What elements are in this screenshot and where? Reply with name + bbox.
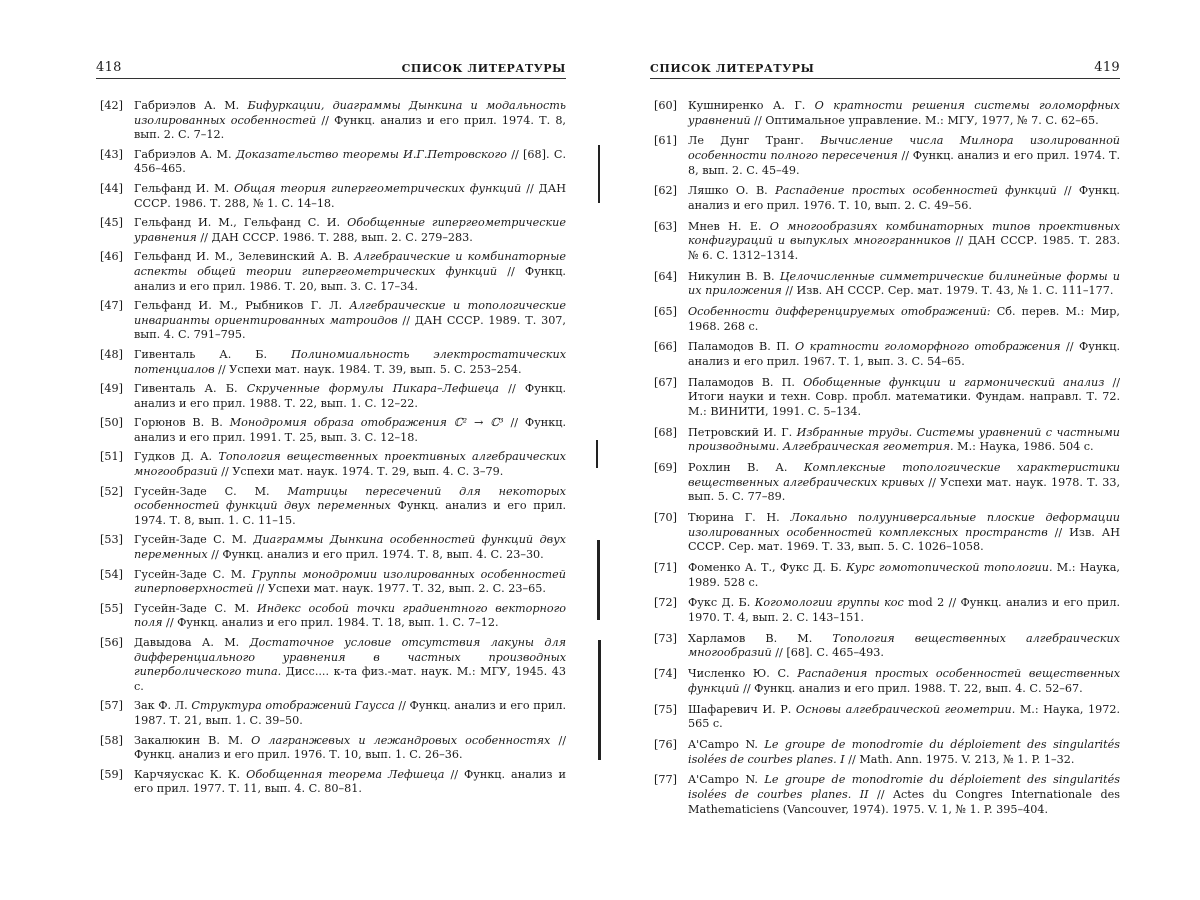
- reference-number: [45]: [100, 216, 123, 230]
- reference-number: [49]: [100, 382, 123, 396]
- reference-author: Закалюкин В. М.: [134, 733, 243, 747]
- reference-source: // Функц. анализ и его прил. 1967. Т. 1, вып. 3. С. 54–65.: [688, 340, 1121, 369]
- reference-title: Le groupe de monodromie du déploiement des singularités isolées de courbes planes. II: [688, 773, 1120, 801]
- reference-author: Гудков Д. А.: [134, 450, 213, 464]
- reference-source: // Функц. анализ и его прил. 1976. Т. 10, вып. 1. С. 26–36.: [134, 733, 566, 762]
- running-title: СПИСОК ЛИТЕРАТУРЫ: [650, 62, 815, 75]
- reference-title: Достаточное условие отсутствия лакуны для дифференциального уравнения в частных производных гиперболического типа.: [134, 636, 566, 679]
- reference-title: Вычисление числа Милнора изолированной особенности полного пересечения: [688, 134, 1121, 162]
- reference-author: Зак Ф. Л.: [134, 699, 188, 713]
- reference-entry: [96, 768, 566, 797]
- reference-source: // Успехи мат. наук. 1978. Т. 33, вып. 5. С. 77–89.: [688, 475, 1120, 504]
- reference-author: Паламодов В. П.: [688, 340, 790, 354]
- reference-entry: [650, 561, 1120, 590]
- reference-number: [65]: [654, 305, 677, 319]
- reference-number: [55]: [100, 601, 123, 615]
- reference-source: // Функц. анализ и его прил. 1988. Т. 22, вып. 1. С. 12–22.: [134, 382, 566, 410]
- reference-author: Численко Ю. С.: [688, 667, 790, 681]
- reference-source: // Функц. анализ и его прил. 1974. Т. 8, вып. 2. С. 7–12.: [134, 113, 566, 142]
- reference-title: Курс гомотопической топологии.: [846, 561, 1053, 575]
- reference-author: Гивенталь А. Б.: [134, 347, 268, 361]
- reference-entry: [650, 270, 1120, 299]
- reference-number: [63]: [654, 219, 677, 233]
- reference-entry: [650, 134, 1120, 178]
- reference-number: [58]: [100, 733, 123, 747]
- reference-author: Гусейн-Заде С. М.: [134, 484, 270, 498]
- reference-entry: [96, 699, 566, 728]
- reference-number: [51]: [100, 450, 123, 464]
- reference-title: Диаграммы Дынкина особенностей функций двух переменных: [134, 533, 566, 562]
- reference-title: Группы монодромии изолированных особенностей гиперповерхностей: [134, 567, 566, 596]
- reference-author: Гусейн-Заде С. М.: [134, 533, 247, 547]
- reference-number: [43]: [100, 147, 123, 161]
- reference-entry: [96, 485, 566, 529]
- reference-title: Индекс особой точки градиентного векторного поля: [134, 601, 567, 630]
- reference-author: Давыдова А. М.: [134, 636, 240, 649]
- reference-number: [53]: [100, 533, 123, 547]
- reference-entry: [96, 450, 566, 479]
- reference-title: Комплексные топологические характеристики вещественных алгебраических кривых: [688, 461, 1121, 489]
- reference-source: // Функц. анализ и его прил. 1974. Т. 8, вып. 2. С. 45–49.: [688, 148, 1121, 177]
- reference-entry: [650, 703, 1120, 732]
- reference-number: [47]: [100, 299, 123, 313]
- page-number: 418: [96, 60, 122, 75]
- reference-title: Доказательство теоремы И.Г.Петровского: [235, 147, 507, 161]
- reference-entry: [96, 568, 566, 597]
- reference-title: Когомологии группы кос: [754, 596, 904, 610]
- reference-author: Гусейн-Заде С. М.: [134, 601, 250, 615]
- reference-number: [56]: [100, 636, 123, 649]
- reference-source: Сб. перев. М.: Мир, 1968. 268 с.: [688, 305, 1120, 333]
- reference-entry: [650, 426, 1120, 455]
- reference-list-left: [96, 99, 566, 797]
- reference-author: Гивенталь А. Б.: [134, 382, 238, 396]
- reference-title: Распадения простых особенностей вещественных функций: [688, 667, 1121, 695]
- reference-author: Гельфанд И. М., Зелевинский А. В.: [134, 250, 349, 264]
- reference-title: Локально полууниверсальные плоские деформации изолированных особенностей комплексных пространств: [688, 511, 1120, 539]
- reference-title: Матрицы пересечений для некоторых особенностей функций двух переменных: [134, 484, 566, 513]
- reference-author: Харламов В. М.: [688, 631, 813, 645]
- reference-title: Обобщенные функции и гармонический анализ: [803, 375, 1105, 389]
- page-right: [650, 58, 1120, 823]
- reference-author: A'Campo N.: [688, 737, 758, 751]
- reference-entry: [96, 734, 566, 763]
- reference-number: [57]: [100, 699, 123, 713]
- reference-number: [71]: [654, 561, 677, 575]
- reference-source: // ДАН СССР. 1985. Т. 283. № 6. С. 1312–1314.: [688, 234, 1121, 262]
- reference-number: [61]: [654, 134, 677, 148]
- reference-title: Алгебраические и топологические инварианты ориентированных матроидов: [134, 299, 566, 327]
- reference-entry: [650, 738, 1120, 767]
- reference-entry: [650, 305, 1120, 334]
- scan-artifact: [596, 440, 598, 468]
- reference-title: О кратности голоморфного отображения: [794, 340, 1061, 354]
- reference-entry: [650, 461, 1120, 505]
- reference-author: Гельфанд И. М.: [134, 181, 230, 195]
- reference-source: // Функц. анализ и его прил. 1977. Т. 11, вып. 4. С. 80–81.: [134, 767, 566, 796]
- reference-author: Гельфанд И. М., Рыбников Г. Л.: [134, 299, 343, 313]
- reference-entry: [96, 216, 566, 245]
- reference-author: Карчяускас К. К.: [134, 767, 241, 781]
- reference-title: О кратности решения системы голоморфных уравнений: [688, 99, 1120, 127]
- reference-author: A'Campo N.: [688, 773, 758, 787]
- reference-entry: [650, 773, 1120, 817]
- reference-author: Гусейн-Заде С. М.: [134, 567, 246, 581]
- reference-entry: [650, 376, 1120, 420]
- reference-title: Бифуркации, диаграммы Дынкина и модальность изолированных особенностей: [134, 99, 566, 127]
- reference-title: Обобщенная теорема Лефшеца: [246, 767, 445, 781]
- reference-number: [74]: [654, 667, 677, 681]
- running-title: СПИСОК ЛИТЕРАТУРЫ: [401, 62, 566, 75]
- reference-source: Функц. анализ и его прил. 1974. Т. 8, вып. 1. С. 11–15.: [134, 499, 566, 527]
- reference-author: Тюрина Г. Н.: [688, 511, 780, 525]
- reference-source: // Math. Ann. 1975. V. 213, № 1. P. 1–32.: [848, 752, 1075, 766]
- reference-number: [42]: [100, 99, 123, 112]
- reference-source: // Actes du Congres Internationale des Mathematiciens (Vancouver, 1974). 1975. V. 1, № 1. P. 395–404.: [688, 787, 1120, 816]
- reference-entry: [650, 511, 1120, 555]
- reference-number: [66]: [654, 340, 677, 354]
- reference-title: Особенности дифференцируемых отображений:: [688, 305, 991, 319]
- scan-artifact: [598, 640, 601, 760]
- scan-artifact: [597, 540, 600, 620]
- reference-number: [48]: [100, 347, 123, 361]
- reference-number: [70]: [654, 511, 677, 525]
- reference-source: Дисс.... к-та физ.-мат. наук. М.: МГУ, 1945. 43 с.: [134, 665, 567, 693]
- reference-source: // ДАН СССР. 1986. Т. 288, вып. 2. С. 279–283.: [200, 230, 473, 244]
- reference-source: // Оптимальное управление. М.: МГУ, 1977, № 7. С. 62–65.: [754, 113, 1099, 127]
- page-header-left: [96, 58, 566, 79]
- reference-entry: [96, 182, 566, 211]
- reference-author: Фукс Д. Б.: [688, 596, 751, 610]
- reference-source: mod 2 // Функц. анализ и его прил. 1970. Т. 4, вып. 2. С. 143–151.: [688, 596, 1121, 625]
- reference-source: // Успехи мат. наук. 1974. Т. 29, вып. 4. С. 3–79.: [221, 465, 504, 479]
- reference-title: Алгебраические и комбинаторные аспекты общей теории гипергеометрических функций: [134, 250, 566, 278]
- reference-entry: [650, 99, 1120, 128]
- reference-author: Паламодов В. П.: [688, 375, 795, 389]
- reference-number: [73]: [654, 631, 677, 645]
- reference-entry: [96, 533, 566, 562]
- reference-author: Габриэлов А. М.: [134, 99, 240, 112]
- reference-source: // Функц. анализ и его прил. 1988. Т. 22, вып. 4. С. 52–67.: [743, 681, 1083, 695]
- reference-number: [75]: [654, 702, 677, 716]
- reference-title: Скрученные формулы Пикара–Лефшеца: [246, 382, 499, 396]
- reference-source: // Изв. АН СССР. Сер. мат. 1979. Т. 43, № 1. С. 111–177.: [785, 284, 1114, 298]
- reference-entry: [96, 299, 566, 343]
- reference-author: Гельфанд И. М., Гельфанд С. И.: [134, 216, 341, 230]
- reference-title: Общая теория гипергеометрических функций: [234, 181, 522, 195]
- reference-source: // Успехи мат. наук. 1977. Т. 32, вып. 2. С. 23–65.: [256, 582, 546, 596]
- reference-author: Петровский И. Г.: [688, 425, 793, 439]
- reference-source: // [68]. С. 465–493.: [775, 646, 884, 660]
- reference-source: // Функц. анализ и его прил. 1991. Т. 25, вып. 3. С. 12–18.: [134, 416, 566, 444]
- page-number: 419: [1094, 60, 1120, 75]
- reference-author: Шафаревич И. Р.: [688, 702, 792, 716]
- reference-title: Основы алгебраической геометрии.: [795, 702, 1016, 716]
- reference-author: Ле Дунг Транг.: [688, 134, 804, 148]
- reference-title: О многообразиях комбинаторных типов проективных конфигураций и выпуклых многогранников: [688, 219, 1120, 248]
- reference-author: Никулин В. В.: [688, 269, 775, 283]
- reference-number: [54]: [100, 567, 123, 581]
- reference-entry: [96, 636, 566, 694]
- reference-title: Целочисленные симметрические билинейные формы и их приложения: [688, 269, 1120, 298]
- reference-source: // Функц. анализ и его прил. 1987. Т. 21, вып. 1. С. 39–50.: [134, 699, 567, 727]
- reference-source: // Изв. АН СССР. Сер. мат. 1969. Т. 33, вып. 5. С. 1026–1058.: [688, 525, 1121, 554]
- reference-entry: [650, 220, 1120, 264]
- reference-source: // [68]. С. 456–465.: [134, 147, 567, 176]
- reference-number: [62]: [654, 184, 677, 198]
- reference-author: Горюнов В. В.: [134, 416, 223, 430]
- reference-entry: [650, 667, 1120, 696]
- reference-entry: [650, 184, 1120, 213]
- reference-source: // ДАН СССР. 1989. Т. 307, вып. 4. С. 791–795.: [134, 313, 566, 342]
- reference-author: Ляшко О. В.: [688, 184, 768, 198]
- reference-source: // Успехи мат. наук. 1984. Т. 39, вып. 5. С. 253–254.: [218, 362, 522, 376]
- reference-title: Структура отображений Гаусса: [191, 699, 395, 713]
- reference-number: [46]: [100, 250, 123, 264]
- reference-title: Полиномиальность электростатических потенциалов: [134, 347, 566, 376]
- reference-entry: [650, 596, 1120, 625]
- reference-title: Топология вещественных алгебраических многообразий: [688, 631, 1120, 660]
- reference-entry: [96, 250, 566, 294]
- reference-entry: [96, 148, 566, 177]
- reference-source: // Функц. анализ и его прил. 1974. Т. 8, вып. 4. С. 23–30.: [211, 548, 544, 562]
- reference-number: [72]: [654, 596, 677, 610]
- reference-entry: [96, 348, 566, 377]
- reference-title: О лагранжевых и лежандровых особенностях: [251, 733, 551, 747]
- reference-entry: [96, 416, 566, 445]
- reference-title: Топология вещественных проективных алгебраических многообразий: [134, 450, 566, 479]
- reference-source: // Функц. анализ и его прил. 1986. Т. 20, вып. 3. С. 17–34.: [134, 264, 566, 293]
- reference-entry: [650, 340, 1120, 369]
- reference-author: Мнев Н. Е.: [688, 219, 762, 233]
- reference-title: Распадение простых особенностей функций: [775, 184, 1057, 198]
- reference-entry: [96, 602, 566, 631]
- page-left: [96, 58, 566, 802]
- reference-author: Рохлин В. А.: [688, 461, 788, 475]
- reference-title: Обобщенные гипергеометрические уравнения: [134, 216, 566, 244]
- reference-entry: [96, 99, 566, 143]
- reference-number: [64]: [654, 269, 677, 283]
- reference-entry: [650, 632, 1120, 661]
- scan-artifact: [598, 145, 600, 203]
- reference-list-right: [650, 99, 1120, 817]
- reference-title: Монодромия образа отображения ℂ² → ℂ³: [229, 416, 504, 430]
- reference-source: // Итоги науки и техн. Совр. пробл. математики. Фундам. направл. Т. 72. М.: ВИНИТИ, 1991. С. 5–134.: [688, 375, 1120, 418]
- reference-number: [68]: [654, 425, 677, 439]
- reference-number: [60]: [654, 99, 677, 112]
- reference-entry: [96, 382, 566, 411]
- reference-number: [44]: [100, 181, 123, 195]
- reference-number: [59]: [100, 767, 123, 781]
- reference-author: Кушниренко А. Г.: [688, 99, 806, 112]
- reference-source: // Функц. анализ и его прил. 1976. Т. 10, вып. 2. С. 49–56.: [688, 184, 1120, 212]
- reference-title: Le groupe de monodromie du déploiement des singularités isolées de courbes planes. I: [688, 737, 1120, 766]
- reference-source: // Функц. анализ и его прил. 1984. Т. 18, вып. 1. С. 7–12.: [166, 616, 499, 630]
- reference-number: [76]: [654, 737, 677, 751]
- reference-number: [50]: [100, 416, 123, 430]
- reference-source: М.: Наука, 1972. 565 с.: [688, 702, 1120, 731]
- reference-number: [52]: [100, 484, 123, 498]
- reference-number: [67]: [654, 375, 677, 389]
- reference-author: Фоменко А. Т., Фукс Д. Б.: [688, 561, 842, 575]
- reference-author: Габриэлов А. М.: [134, 147, 232, 161]
- reference-title: Избранные труды. Системы уравнений с частными производными. Алгебраическая геометрия.: [688, 425, 1120, 454]
- reference-number: [77]: [654, 773, 677, 787]
- reference-source: // ДАН СССР. 1986. Т. 288, № 1. С. 14–18.: [134, 181, 566, 210]
- page-header-right: [650, 58, 1120, 79]
- reference-source: М.: Наука, 1986. 504 с.: [957, 440, 1094, 454]
- reference-number: [69]: [654, 461, 677, 475]
- reference-source: М.: Наука, 1989. 528 с.: [688, 561, 1120, 589]
